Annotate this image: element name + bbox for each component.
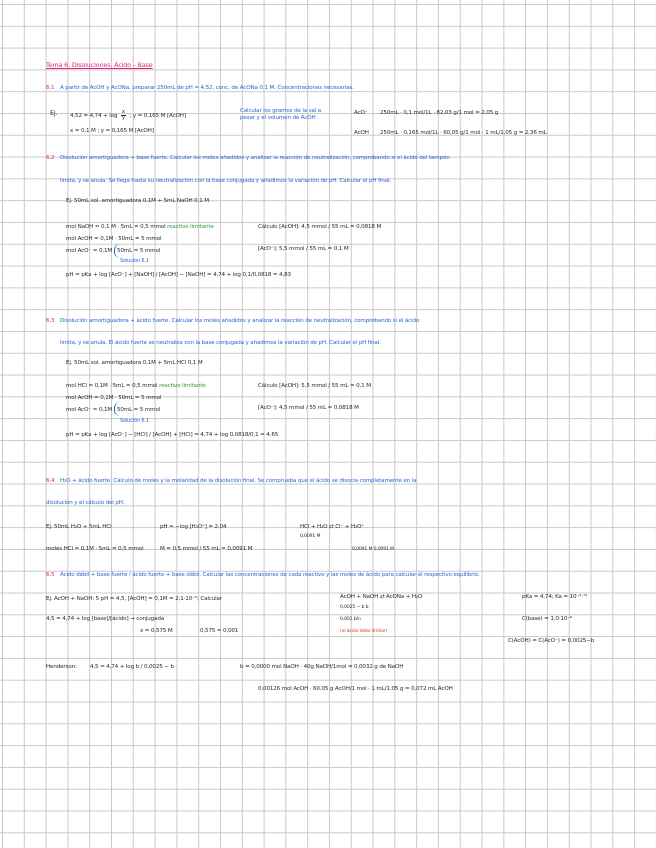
calc-row: b = 0,0000 mol NaOH · 40g NaOH/1mol = 0,0032 g de NaOH	[240, 664, 404, 670]
equation: 4,5 = 4,74 + log b / 0,0025 − b	[90, 664, 174, 670]
problem-statement: Disolución amortiguadora + ácido fuerte. Calcular los moles añadidos y analizar la reacción de neutralización, comprobando si el ácido	[60, 318, 420, 324]
problem-statement: limita, y se anula. Se llega hasta su neutralización con la base conjugada y añadimos la variación de pH. Calcular el pH final.	[60, 178, 391, 184]
reaction: HCl + H₂O ⇄ Cl⁻ + H₃O⁺	[300, 524, 365, 530]
equation: x = 0,1 M ; y = 0,165 M [AcOH]	[70, 128, 154, 134]
label: Henderson:	[46, 664, 77, 670]
calc-row: mol AcOH = 0,1M · 50mL = 5 mmol	[66, 236, 162, 242]
note: (el ácido debe limitar)	[340, 629, 388, 634]
problem-statement: Disolución amortiguadora + base fuerte. Calcular los moles añadidos y analizar la reacción de neutralización, comprobando si el ácido del tampón	[60, 155, 450, 161]
equation: 4,5 = 4,74 + log [base]/[ácido] → conjugada	[46, 616, 165, 622]
problem-statement: limita, y se anula. El ácido fuerte se neutraliza con la base conjugada y añadimos la variación de pH. Calcular el pH final.	[60, 340, 381, 346]
equation: x = 0,575 M	[140, 628, 173, 634]
note: Solución 6.1	[120, 418, 149, 424]
calc-row: C(base) = 1,0·10⁻⁶	[522, 616, 573, 622]
problem-statement: A partir de AcOH y AcONa, preparar 250mL de pH = 4,52, conc. de AcONa 0,1 M. Concentraciones necesarias.	[60, 85, 354, 91]
reaction-row: 0,0091 M	[300, 534, 321, 539]
example-label: Ej. 50mL sol. amortiguadora 0,1M + 5mL HCl 0,1 M	[66, 360, 203, 366]
equation: 0,575 = 0,001	[200, 628, 239, 634]
calc-row: moles HCl = 0,1M · 5mL = 0,5 mmol	[46, 546, 144, 552]
problem-statement: H₂O + ácido fuerte. Cálculo de moles y la molaridad de la disolución final. Se comprueba que el ácido se disocia completamente en la	[60, 478, 417, 484]
example-label: Ej.	[50, 109, 58, 117]
calc-label: AcOH	[354, 130, 369, 136]
section-number: 6.5	[46, 572, 55, 578]
section-number: 6.3	[46, 318, 55, 324]
calc-row: mol HCl = 0,1M · 5mL = 0,5 mmol reactivo limitante	[66, 383, 206, 389]
calc-row: Cálculo [AcOH]: 5,5 mmol / 55 mL = 0,1 M	[258, 383, 371, 389]
section-number: 6.2	[46, 155, 55, 161]
ph-result: pH = pKa + log [AcO⁻] + [NaOH] / [AcOH] − [NaOH] = 4,74 + log 0,1/0,0818 = 4,83	[66, 272, 291, 278]
example-label: Ej. 50mL H₂O + 5mL HCl	[46, 524, 112, 530]
reaction: AcOH + NaOH ⇄ AcONa + H₂O	[340, 594, 423, 600]
calc-row: Cálculo [AcOH]: 4,5 mmol / 55 mL = 0,0818 M	[258, 224, 382, 230]
calc-row: C(AcOH) = C(AcO⁻) = 0,0025−b	[508, 638, 595, 644]
page-title: Tema 6. Disoluciones. Ácido – Base	[46, 61, 153, 69]
calc-row: mol AcO⁻ = 0,1M · 50mL = 5 mmol	[66, 407, 161, 413]
calc-row: [AcO⁻]: 5,5 mmol / 55 mL = 0,1 M	[258, 246, 349, 252]
example-label: Ej. AcOH + NaOH: 5 pH = 4,5, [AcOH] = 0,1M = 2,1·10⁻⁵; Calcular	[46, 596, 222, 602]
example-label: Ej. 50mL sol. amortiguadora 0,1M + 5mL NaOH 0,1 M	[66, 198, 209, 204]
reaction-row: 0,001 b/n	[340, 617, 361, 622]
section-number: 6.4	[46, 478, 55, 484]
calc-row: mol NaOH = 0,1 M · 5mL = 0,5 mmol reactivo limitante	[66, 224, 214, 230]
calc-row: 250mL · 0,165 mol/1L · 60,05 g/1 mol · 1 mL/1,05 g = 2,36 mL	[380, 130, 547, 136]
reaction-row: 0,0091 M 0,0091 M	[352, 547, 394, 552]
problem-statement: disolución y el cálculo del pH.	[46, 500, 125, 506]
calc-label: AcO⁻	[354, 110, 368, 116]
calc-row: 250mL · 0,1 mol/1L · 82,03 g/1 mol = 2,05 g	[380, 110, 499, 116]
calc-row: mol AcO⁻ = 0,1M · 50mL = 5 mmol	[66, 248, 161, 254]
reaction-row: 0,0025 − b b	[340, 605, 369, 610]
calc-row: M = 0,5 mmol / 55 mL = 0,0091 M	[160, 546, 253, 552]
note: Calcular los gramos de la sal a pesar y el volumen de AcOH	[240, 108, 322, 122]
section-number: 6.1	[46, 85, 55, 91]
problem-statement: Ácido débil + base fuerte / ácido fuerte + base débil. Calcular las concentraciones de cada reactivo y las moles de ácido para calcular el respectivo equilibrio.	[60, 572, 480, 578]
ph-result: pH = pKa + log [AcO⁻] − [HCl] / [AcOH] + [HCl] = 4,74 + log 0,0818/0,1 = 4,65	[66, 432, 279, 438]
calc-row: 0,00126 mol AcOH · 60,05 g AcOH/1 mol · 1 mL/1,05 g = 0,072 mL AcOH	[258, 686, 453, 692]
calc-row: [AcO⁻]: 4,5 mmol / 55 mL = 0,0818 M	[258, 405, 359, 411]
ph-result: pH = −log [H₃O⁺] = 2,04	[160, 524, 227, 530]
equation: 4,52 = 4,74 + log $\frac{x}{y}$ ; y = 0,165 M [AcOH]	[70, 109, 186, 121]
calc-row: mol AcOH = 0,1M · 50mL = 5 mmol	[66, 395, 162, 401]
constants: pKa = 4,74; Ka = 10⁻⁴·⁷⁴	[522, 594, 588, 600]
note: Solución 6.1	[120, 258, 149, 264]
